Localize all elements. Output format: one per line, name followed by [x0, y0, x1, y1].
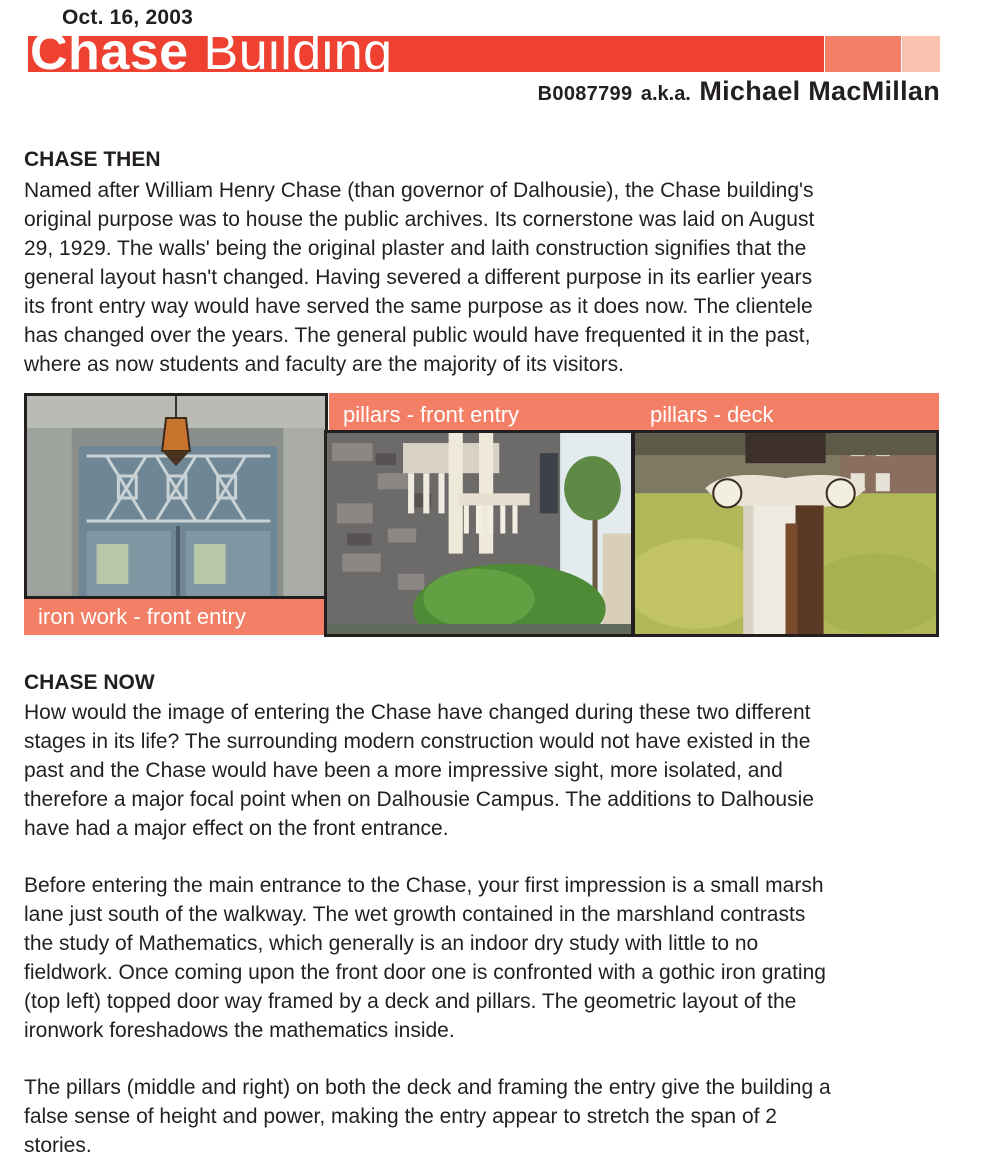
- section-heading-then: CHASE THEN: [24, 148, 161, 171]
- student-id: B0087799: [537, 83, 633, 105]
- caption-pillars-deck: pillars - deck: [636, 393, 939, 431]
- section-body-then: Named after William Henry Chase (than governor of Dalhousie), the Chase building's original purpose was to house the public archives. Its cornerstone was laid on August 29, 1929. The walls' being the original plaster and laith construction signifies that the general layout hasn't changed. Having severed a different purpose in its earlier years its front entry way would have served the same purpose as it does now. The clientele has changed over the years. The general public would have frequented it in the past, where as now students and faculty are the majority of its visitors.: [24, 179, 815, 376]
- section-body-now-p3: The pillars (middle and right) on both the deck and framing the entry give the building a false sense of height and power, making the entry appear to stretch the span of 2 stories.: [24, 1076, 831, 1157]
- aka-label: a.k.a.: [640, 83, 691, 105]
- date: Oct. 16, 2003: [62, 6, 194, 29]
- pillars-deck-image: [635, 433, 936, 634]
- title-second-word: Building: [203, 23, 393, 81]
- photo-iron-work: [24, 393, 328, 599]
- caption-iron-work: iron work - front entry: [24, 599, 324, 635]
- iron-work-image: [27, 396, 325, 596]
- banner-accent-square-light: [902, 36, 940, 72]
- section-heading-now: CHASE NOW: [24, 671, 155, 694]
- page-title: [30, 22, 393, 82]
- section-body-now-p2: Before entering the main entrance to the Chase, your first impression is a small marsh lane just south of the walkway. The wet growth contained in the marshland contrasts the study of Mathematics, which generally is an indoor dry study with little to no fieldwork. Once coming upon the front door one is confronted with a gothic iron grating (top left) topped door way framed by a deck and pillars. The geometric layout of the ironwork foreshadows the mathematics inside.: [24, 874, 826, 1042]
- photo-strip: [24, 393, 939, 638]
- caption-pillars-front-entry: pillars - front entry: [329, 393, 639, 431]
- section-body-now-p1: How would the image of entering the Chase have changed during these two different stages in its life? The surrounding modern construction would not have existed in the past and the Chase would have been a more impressive sight, more isolated, and therefore a major focal point when on Dalhousie Campus. The additions to Dalhousie have had a major effect on the front entrance.: [24, 701, 814, 840]
- banner-accent-square: [825, 36, 901, 72]
- author-name: Michael MacMillan: [699, 76, 940, 106]
- pillars-front-entry-image: [327, 433, 631, 634]
- title-first-word: Chase: [30, 23, 189, 81]
- photo-pillars-front-entry: [324, 430, 634, 637]
- photo-pillars-deck: [632, 430, 939, 637]
- byline: [538, 76, 940, 107]
